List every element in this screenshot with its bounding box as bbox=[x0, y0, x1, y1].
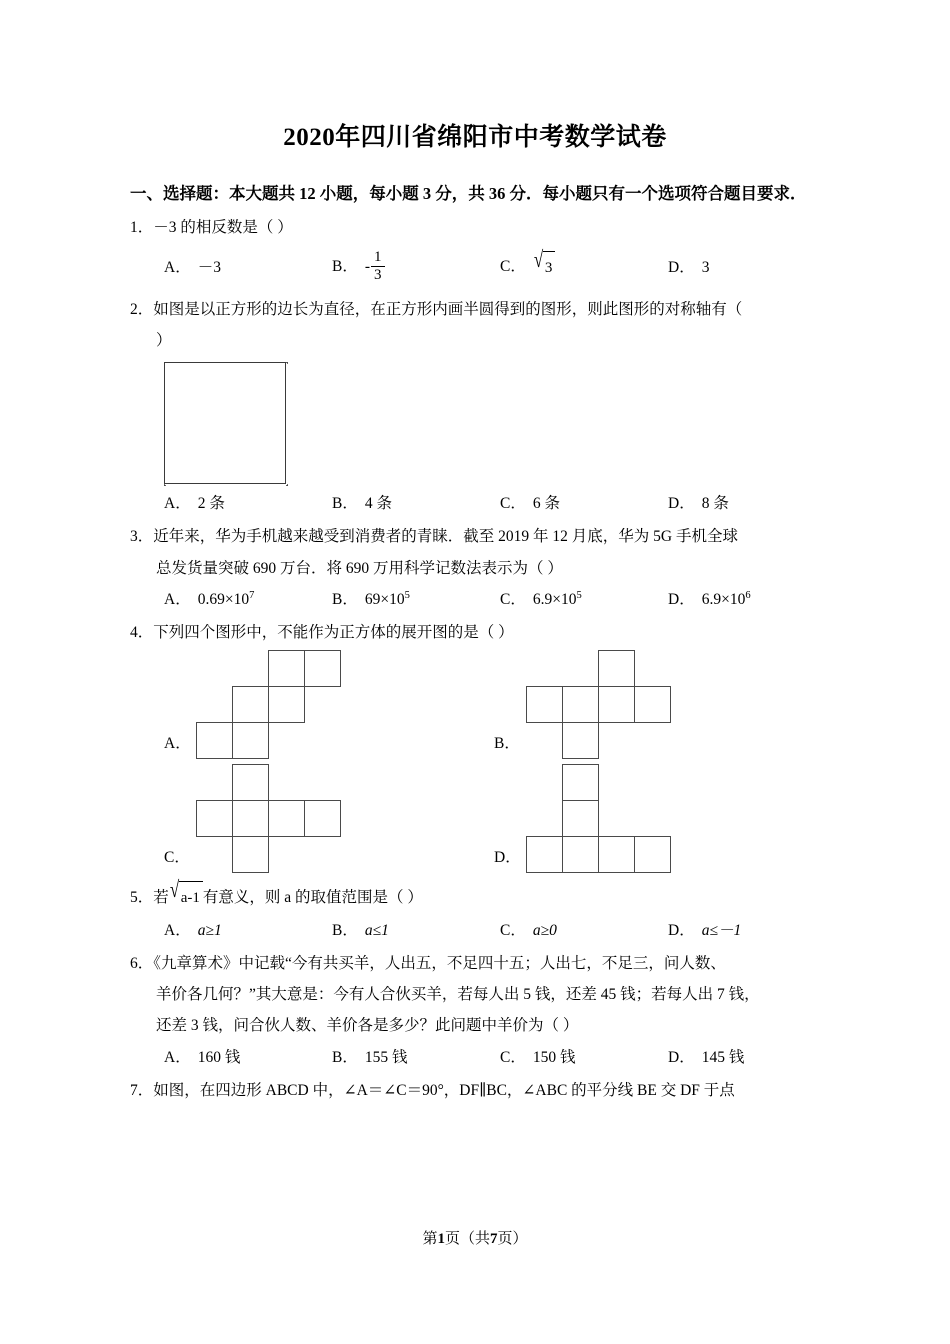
option-label: D． bbox=[668, 590, 695, 608]
option-label: B． bbox=[332, 590, 358, 608]
option-exponent: 6 bbox=[745, 589, 751, 601]
question-2-option-b[interactable] bbox=[332, 488, 500, 519]
question-2-option-c[interactable] bbox=[500, 488, 668, 519]
question-6-stem-line2: 羊价各几何？”其大意是：今有人合伙买羊，若每人出 5 钱，还差 45 钱；若每人出 7 钱， bbox=[156, 985, 760, 1003]
question-3-stem: 3．近年来，华为手机越来越受到消费者的青睐．截至 2019 年 12 月底，华为 5G 手机全球 bbox=[130, 528, 738, 546]
question-2 bbox=[130, 294, 820, 357]
net-cell bbox=[304, 650, 341, 687]
net-cell bbox=[304, 800, 341, 837]
radicand: a-1 bbox=[179, 881, 203, 913]
question-2-stem-cont: ） bbox=[156, 331, 172, 349]
option-text: 3 bbox=[701, 259, 710, 277]
page-title: 2020年四川省绵阳市中考数学试卷 bbox=[283, 124, 667, 151]
option-text: 145 钱 bbox=[701, 1048, 745, 1066]
question-6-option-c[interactable] bbox=[500, 1042, 668, 1073]
question-4-net-d[interactable] bbox=[526, 762, 686, 877]
question-3 bbox=[130, 521, 820, 584]
net-cell bbox=[196, 800, 233, 837]
net-cell bbox=[268, 686, 305, 723]
option-label: A． bbox=[164, 590, 191, 608]
question-6-option-a[interactable] bbox=[164, 1042, 332, 1073]
question-1-options bbox=[130, 244, 820, 292]
net-cell bbox=[562, 686, 599, 723]
question-1-option-a[interactable] bbox=[164, 252, 332, 283]
option-label: B． bbox=[332, 258, 358, 276]
option-exponent: 5 bbox=[576, 589, 582, 601]
net-cell bbox=[232, 764, 269, 801]
question-6-option-b[interactable] bbox=[332, 1042, 500, 1073]
net-cell bbox=[562, 836, 599, 873]
option-label: B． bbox=[332, 1048, 358, 1066]
question-6-options bbox=[130, 1042, 820, 1073]
net-cell bbox=[232, 686, 269, 723]
option-label: C． bbox=[500, 258, 526, 276]
question-5-option-a[interactable] bbox=[164, 915, 332, 946]
question-5-option-b[interactable] bbox=[332, 915, 500, 946]
net-cell bbox=[232, 836, 269, 873]
net-cell bbox=[598, 836, 635, 873]
net-cell bbox=[598, 686, 635, 723]
net-cell bbox=[526, 686, 563, 723]
question-3-option-a[interactable] bbox=[164, 584, 332, 615]
question-1-option-d[interactable] bbox=[668, 252, 836, 283]
question-7 bbox=[130, 1075, 820, 1106]
footer-suffix: 页） bbox=[497, 1231, 528, 1247]
question-3-options bbox=[130, 584, 820, 615]
option-text: －3 bbox=[197, 259, 221, 277]
option-text: a≥1 bbox=[197, 921, 222, 939]
section-heading: 一、选择题：本大题共 12 小题，每小题 3 分，共 36 分．每小题只有一个选项符合题目要求． bbox=[130, 183, 807, 203]
question-4-net-a[interactable] bbox=[196, 648, 346, 763]
question-5-stem bbox=[130, 877, 820, 915]
question-4-nets-row-2 bbox=[130, 762, 820, 880]
option-text: a≤－1 bbox=[701, 921, 742, 939]
question-3-option-d[interactable] bbox=[668, 584, 836, 615]
question-4-net-c[interactable] bbox=[196, 762, 356, 877]
net-cell bbox=[562, 764, 599, 801]
question-3-option-c[interactable] bbox=[500, 584, 668, 615]
semicircle-right bbox=[287, 363, 288, 485]
option-label: D． bbox=[668, 495, 695, 513]
question-3-stem-cont: 总发货量突破 690 万台．将 690 万用科学记数法表示为（ ） bbox=[156, 559, 563, 577]
option-exponent: 5 bbox=[404, 589, 410, 601]
question-6-stem: 6．《九章算术》中记载“今有共买羊，人出五，不足四十五；人出七，不足三，问人数、 bbox=[130, 954, 726, 972]
sqrt-a-minus-1 bbox=[169, 877, 203, 913]
question-5-stem-pre: 若 bbox=[153, 889, 169, 907]
option-label: C． bbox=[500, 1048, 526, 1066]
question-2-option-d[interactable] bbox=[668, 488, 836, 519]
question-5 bbox=[130, 877, 820, 915]
net-cell bbox=[598, 650, 635, 687]
question-3-option-b[interactable] bbox=[332, 584, 500, 615]
question-4-option-d-label: D． bbox=[494, 849, 521, 867]
fraction-denominator: 3 bbox=[371, 266, 385, 284]
question-1-option-b[interactable] bbox=[332, 250, 500, 285]
question-4-net-b[interactable] bbox=[526, 648, 686, 763]
option-label: A． bbox=[164, 259, 191, 277]
question-2-number: 2． bbox=[130, 300, 154, 318]
option-text: 6 条 bbox=[532, 495, 560, 513]
question-4-option-a-label: A． bbox=[164, 735, 191, 753]
sqrt-three bbox=[533, 247, 555, 283]
question-2-option-a[interactable] bbox=[164, 488, 332, 519]
option-mantissa: 6.9×10 bbox=[701, 590, 746, 608]
question-6 bbox=[130, 948, 820, 1042]
question-7-stem: 7．如图，在四边形 ABCD 中，∠A＝∠C＝90°，DF∥BC，∠ABC 的平分线 BE 交 DF 于点 bbox=[130, 1081, 735, 1099]
minus-sign: - bbox=[364, 258, 371, 276]
net-cell bbox=[268, 800, 305, 837]
option-text: 4 条 bbox=[364, 495, 392, 513]
fraction-numerator: 1 bbox=[374, 249, 382, 266]
question-5-option-d[interactable] bbox=[668, 915, 836, 946]
question-6-option-d[interactable] bbox=[668, 1042, 836, 1073]
net-cell bbox=[634, 836, 671, 873]
question-5-option-c[interactable] bbox=[500, 915, 668, 946]
question-7-number: 7． bbox=[130, 1081, 154, 1099]
option-exponent: 7 bbox=[249, 589, 255, 601]
net-cell bbox=[526, 836, 563, 873]
option-label: B． bbox=[332, 495, 358, 513]
net-cell bbox=[634, 686, 671, 723]
footer-prefix: 第 bbox=[422, 1231, 438, 1247]
radicand: 3 bbox=[543, 251, 556, 283]
question-2-stem: 2．如图是以正方形的边长为直径，在正方形内画半圆得到的图形，则此图形的对称轴有（ bbox=[130, 300, 743, 318]
option-label: C． bbox=[500, 590, 526, 608]
net-cell bbox=[562, 800, 599, 837]
option-text: 2 条 bbox=[197, 495, 225, 513]
question-1-number: 1． bbox=[130, 219, 154, 237]
net-cell bbox=[232, 800, 269, 837]
option-label: C． bbox=[500, 921, 526, 939]
question-5-stem-post: 有意义，则 a 的取值范围是（ ） bbox=[202, 889, 423, 907]
semicircle-top bbox=[165, 362, 287, 363]
radical-sign: √ bbox=[169, 877, 179, 904]
option-label: D． bbox=[668, 921, 695, 939]
question-5-number: 5． bbox=[130, 889, 154, 907]
question-2-options bbox=[130, 488, 820, 519]
question-2-figure-block bbox=[130, 356, 820, 488]
option-label: A． bbox=[164, 921, 191, 939]
option-text: 155 钱 bbox=[364, 1048, 408, 1066]
net-cell bbox=[562, 722, 599, 759]
question-4-nets-row-1 bbox=[130, 648, 820, 768]
net-cell bbox=[196, 722, 233, 759]
question-4 bbox=[130, 617, 820, 648]
question-4-stem: 4．下列四个图形中，不能作为正方体的展开图的是（ ） bbox=[130, 623, 514, 641]
question-1 bbox=[130, 212, 820, 243]
net-cell bbox=[268, 650, 305, 687]
option-mantissa: 69×10 bbox=[364, 590, 405, 608]
footer-page-number: 1 bbox=[437, 1231, 445, 1247]
question-1-option-c[interactable] bbox=[500, 247, 668, 283]
radical-sign: √ bbox=[533, 247, 544, 273]
question-6-stem-line3: 还差 3 钱，问合伙人数、羊价各是多少？此问题中羊价为（ ） bbox=[156, 1017, 579, 1035]
option-label: D． bbox=[668, 1048, 695, 1066]
option-label: D． bbox=[668, 259, 695, 277]
question-1-stem: 1．－3 的相反数是（ ） bbox=[130, 219, 293, 237]
question-3-number: 3． bbox=[130, 528, 154, 546]
option-text: a≤1 bbox=[364, 921, 389, 939]
option-label: A． bbox=[164, 1048, 191, 1066]
option-mantissa: 6.9×10 bbox=[532, 590, 577, 608]
option-text: 150 钱 bbox=[532, 1048, 576, 1066]
option-text: a≥0 bbox=[532, 921, 557, 939]
question-4-number: 4． bbox=[130, 623, 154, 641]
question-4-option-b-label: B． bbox=[494, 735, 520, 753]
question-6-number: 6． bbox=[130, 954, 154, 972]
semicircle-left bbox=[164, 363, 165, 485]
petal-svg bbox=[164, 362, 288, 486]
footer-total-pages: 7 bbox=[490, 1231, 498, 1247]
option-text: 160 钱 bbox=[197, 1048, 241, 1066]
option-label: A． bbox=[164, 495, 191, 513]
question-4-option-c-label: C． bbox=[164, 849, 190, 867]
footer-middle: 页（共 bbox=[444, 1231, 490, 1247]
semicircle-bottom bbox=[165, 485, 287, 486]
option-text: 8 条 bbox=[701, 495, 729, 513]
page-footer bbox=[0, 1227, 950, 1248]
option-label: C． bbox=[500, 495, 526, 513]
question-5-options bbox=[130, 915, 820, 946]
net-cell bbox=[232, 722, 269, 759]
option-mantissa: 0.69×10 bbox=[197, 590, 250, 608]
square-with-semicircles-figure bbox=[164, 362, 286, 484]
fraction-one-third bbox=[371, 249, 385, 284]
option-label: B． bbox=[332, 921, 358, 939]
